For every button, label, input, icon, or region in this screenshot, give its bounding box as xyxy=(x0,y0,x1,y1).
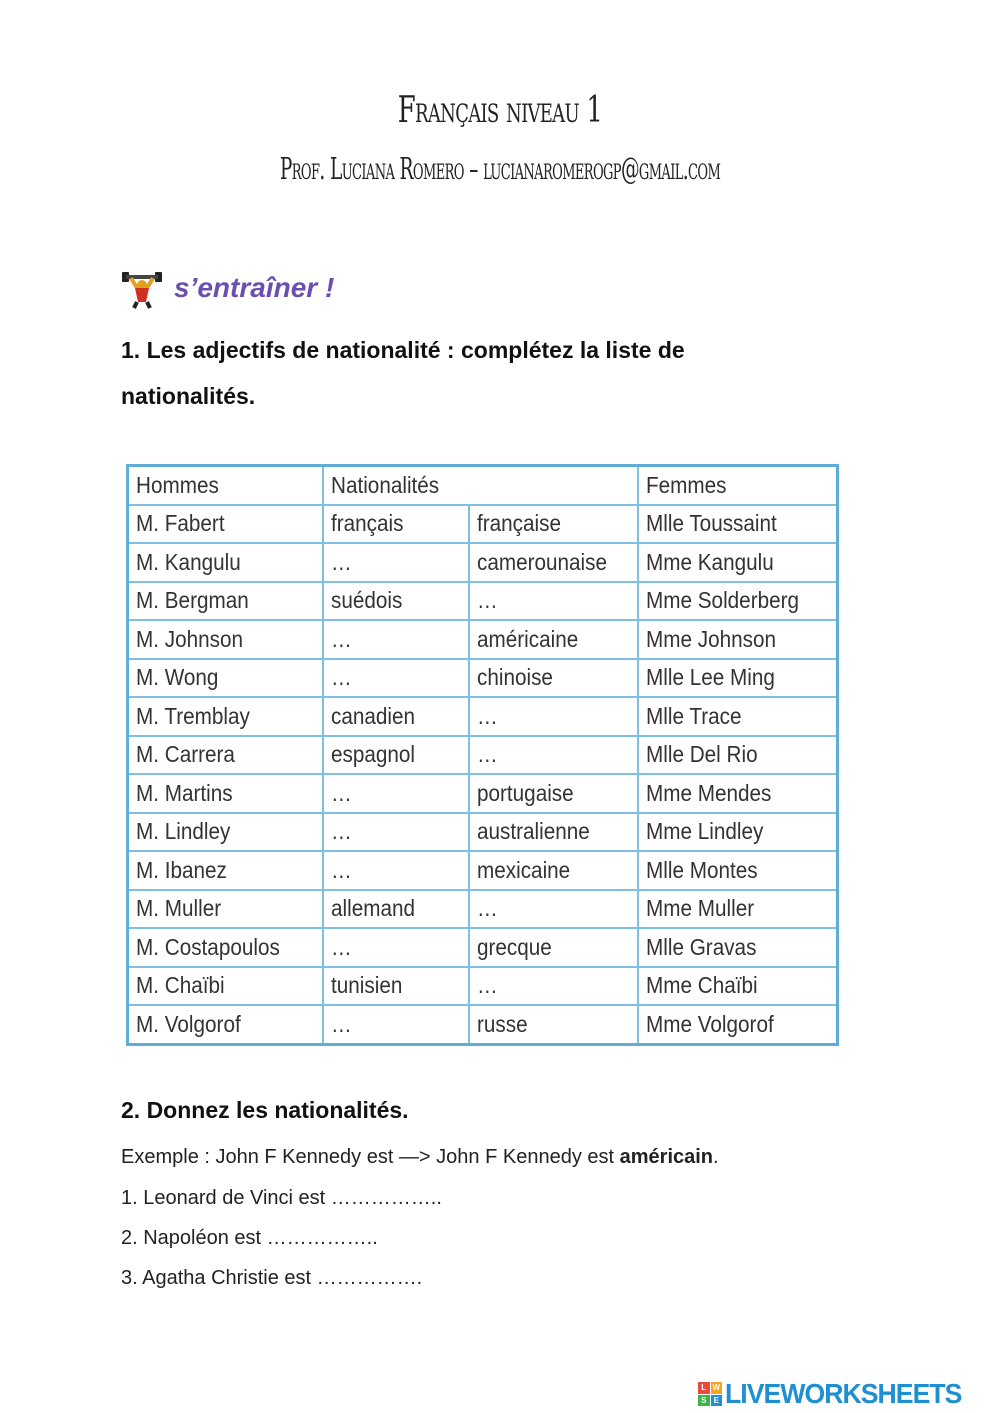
feminine-nationality-cell: … xyxy=(469,582,638,621)
homme-name-cell: M. Costapoulos xyxy=(128,928,324,967)
header-hommes: Hommes xyxy=(128,466,324,505)
feminine-nationality-cell: française xyxy=(469,505,638,544)
femme-name-cell: Mme Volgorof xyxy=(638,1005,838,1044)
feminine-nationality-cell: portugaise xyxy=(469,774,638,813)
femme-name-cell: Mme Chaïbi xyxy=(638,967,838,1006)
masculine-nationality-cell: … xyxy=(323,1005,469,1044)
homme-name-cell: M. Wong xyxy=(128,659,324,698)
table-row xyxy=(128,505,838,544)
table-row xyxy=(128,543,838,582)
exercise1-instruction xyxy=(121,327,921,419)
liveworksheets-footer xyxy=(698,1378,974,1410)
exercise2-item-3: 3. Agatha Christie est ……………. xyxy=(121,1267,423,1289)
masculine-nationality-cell: … xyxy=(323,851,469,890)
liveworksheets-logo-icon xyxy=(698,1382,722,1406)
homme-name-cell: M. Fabert xyxy=(128,505,324,544)
masculine-nationality-cell: allemand xyxy=(323,890,469,929)
table-row xyxy=(128,620,838,659)
masculine-nationality-cell: espagnol xyxy=(323,736,469,775)
femme-name-cell: Mme Mendes xyxy=(638,774,838,813)
femme-name-cell: Mlle Montes xyxy=(638,851,838,890)
femme-name-cell: Mme Johnson xyxy=(638,620,838,659)
exercise1-line2: nationalités. xyxy=(121,383,256,409)
table-header-row xyxy=(128,466,838,505)
logo-letter: L xyxy=(698,1382,710,1394)
section-title: s’entraîner ! xyxy=(174,272,335,303)
table-row xyxy=(128,890,838,929)
feminine-nationality-cell: … xyxy=(469,967,638,1006)
homme-name-cell: M. Ibanez xyxy=(128,851,324,890)
homme-name-cell: M. Martins xyxy=(128,774,324,813)
homme-name-cell: M. Chaïbi xyxy=(128,967,324,1006)
section-header xyxy=(120,266,334,310)
masculine-nationality-cell: tunisien xyxy=(323,967,469,1006)
feminine-nationality-cell: … xyxy=(469,890,638,929)
exercise2-title: 2. Donnez les nationalités. xyxy=(121,1097,409,1123)
homme-name-cell: M. Bergman xyxy=(128,582,324,621)
header-femmes: Femmes xyxy=(638,466,838,505)
femme-name-cell: Mlle Del Rio xyxy=(638,736,838,775)
femme-name-cell: Mme Muller xyxy=(638,890,838,929)
homme-name-cell: M. Volgorof xyxy=(128,1005,324,1044)
nationality-table xyxy=(126,464,839,1046)
table-row xyxy=(128,813,838,852)
feminine-nationality-cell: russe xyxy=(469,1005,638,1044)
femme-name-cell: Mlle Toussaint xyxy=(638,505,838,544)
masculine-nationality-cell: … xyxy=(323,774,469,813)
feminine-nationality-cell: … xyxy=(469,697,638,736)
table-row xyxy=(128,736,838,775)
table-row xyxy=(128,1005,838,1044)
feminine-nationality-cell: … xyxy=(469,736,638,775)
femme-name-cell: Mme Solderberg xyxy=(638,582,838,621)
exercise2-item-1: 1. Leonard de Vinci est …………….. xyxy=(121,1187,442,1209)
homme-name-cell: M. Muller xyxy=(128,890,324,929)
feminine-nationality-cell: chinoise xyxy=(469,659,638,698)
masculine-nationality-cell: … xyxy=(323,543,469,582)
masculine-nationality-cell: suédois xyxy=(323,582,469,621)
example-suffix: . xyxy=(713,1146,719,1168)
weightlifter-trophy-icon xyxy=(120,266,164,310)
feminine-nationality-cell: mexicaine xyxy=(469,851,638,890)
homme-name-cell: M. Carrera xyxy=(128,736,324,775)
masculine-nationality-cell: … xyxy=(323,928,469,967)
femme-name-cell: Mlle Trace xyxy=(638,697,838,736)
masculine-nationality-cell: français xyxy=(323,505,469,544)
homme-name-cell: M. Kangulu xyxy=(128,543,324,582)
logo-letter: W xyxy=(712,1383,721,1393)
femme-name-cell: Mlle Gravas xyxy=(638,928,838,967)
masculine-nationality-cell: canadien xyxy=(323,697,469,736)
masculine-nationality-cell: … xyxy=(323,659,469,698)
header-nationalites: Nationalités xyxy=(323,466,638,505)
feminine-nationality-cell: grecque xyxy=(469,928,638,967)
example-prefix: Exemple : John F Kennedy est —> John F Kennedy est xyxy=(121,1146,620,1168)
exercise1-line1: 1. Les adjectifs de nationalité : complétez la liste de xyxy=(121,337,685,363)
feminine-nationality-cell: américaine xyxy=(469,620,638,659)
homme-name-cell: M. Johnson xyxy=(128,620,324,659)
feminine-nationality-cell: camerounaise xyxy=(469,543,638,582)
table-row xyxy=(128,582,838,621)
exercise2-item-2: 2. Napoléon est …………….. xyxy=(121,1227,378,1249)
femme-name-cell: Mlle Lee Ming xyxy=(638,659,838,698)
table-row xyxy=(128,697,838,736)
table-row xyxy=(128,659,838,698)
femme-name-cell: Mme Lindley xyxy=(638,813,838,852)
table-row xyxy=(128,774,838,813)
feminine-nationality-cell: australienne xyxy=(469,813,638,852)
table-row xyxy=(128,928,838,967)
femme-name-cell: Mme Kangulu xyxy=(638,543,838,582)
masculine-nationality-cell: … xyxy=(323,813,469,852)
exercise2-example xyxy=(121,1146,719,1169)
document-title: Français niveau 1 xyxy=(397,90,603,131)
table-row xyxy=(128,851,838,890)
table-row xyxy=(128,967,838,1006)
nationality-table-wrapper xyxy=(126,464,839,1046)
homme-name-cell: M. Tremblay xyxy=(128,697,324,736)
logo-letter: S xyxy=(698,1395,710,1407)
brand-name: LIVEWORKSHEETS xyxy=(725,1378,962,1409)
homme-name-cell: M. Lindley xyxy=(128,813,324,852)
logo-letter: E xyxy=(711,1395,723,1407)
masculine-nationality-cell: … xyxy=(323,620,469,659)
teacher-subtitle: Prof. Luciana Romero – lucianaromerogp@gmail.com xyxy=(279,152,721,187)
example-answer: américain xyxy=(619,1146,714,1168)
